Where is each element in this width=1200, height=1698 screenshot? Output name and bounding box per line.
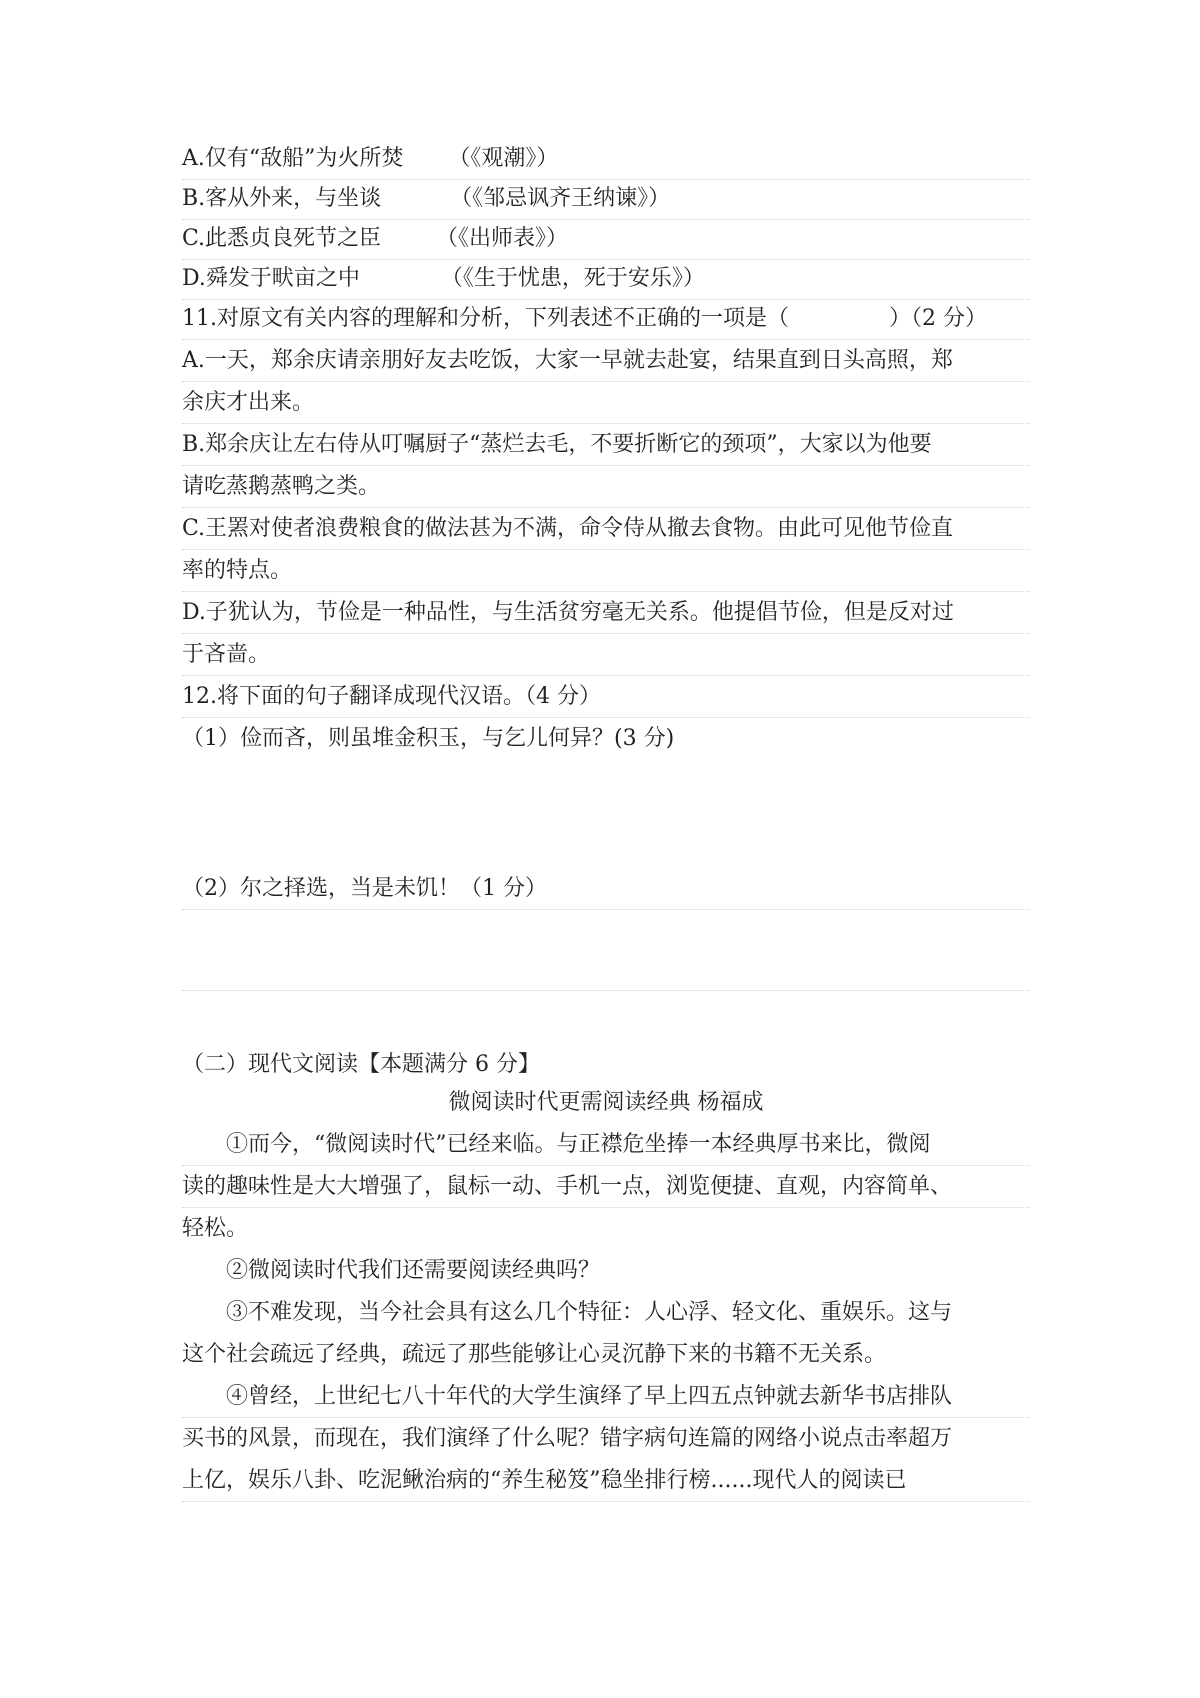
option-source: （《邹忌讽齐王纳谏》）: [450, 186, 671, 211]
q11-option-d-line1: D.子犹认为，节俭是一种品性，与生活贫穷毫无关系。他提倡节俭，但是反对过: [182, 592, 1030, 634]
q11-option-c-line2: 率的特点。: [182, 550, 1030, 592]
paragraph-1-line3: 轻松。: [182, 1216, 249, 1241]
option-text: C.此悉贞良死节之臣: [182, 226, 382, 251]
option-text: D.舜发于畎亩之中: [182, 266, 360, 291]
q10-option-a: [182, 138, 1030, 180]
q12-sub1: （1）俭而吝，则虽堆金积玉，与乞儿何异？(3 分): [182, 726, 675, 751]
q11-score: ）（2 分）: [889, 306, 987, 331]
article-title: 微阅读时代更需阅读经典 杨福成: [448, 1090, 764, 1115]
paragraph-1-line1: ①而今，“微阅读时代”已经来临。与正襟危坐捧一本经典厚书来比，微阅: [182, 1124, 1030, 1166]
paragraph-2: ②微阅读时代我们还需要阅读经典吗？: [226, 1258, 601, 1283]
option-text: A.仅有“敌船”为火所焚: [182, 146, 404, 171]
q11-stem: [182, 298, 1030, 340]
q10-option-c: [182, 218, 1030, 260]
paragraph-4-line1: ④曾经，上世纪七八十年代的大学生演绎了早上四五点钟就去新华书店排队: [182, 1376, 1030, 1418]
q11-option-b-line1: B.郑余庆让左右侍从叮嘱厨子“蒸烂去毛，不要折断它的颈项”，大家以为他要: [182, 424, 1030, 466]
q11-option-c-line1: C.王罴对使者浪费粮食的做法甚为不满，命令侍从撤去食物。由此可见他节俭直: [182, 508, 1030, 550]
answer-line[interactable]: [182, 990, 1030, 991]
option-text: B.客从外来，与坐谈: [182, 186, 382, 211]
paragraph-4-line2: 买书的风景，而现在，我们演绎了什么呢？错字病句连篇的网络小说点击率超万: [182, 1426, 953, 1451]
paragraph-4-line3: 上亿，娱乐八卦、吃泥鳅治病的“养生秘笈”稳坐排行榜......现代人的阅读已: [182, 1460, 1030, 1502]
paragraph-3-line2: 这个社会疏远了经典，疏远了那些能够让心灵沉静下来的书籍不无关系。: [182, 1342, 887, 1367]
option-source: （《生于忧患，死于安乐》）: [440, 266, 705, 291]
q10-option-b: [182, 178, 1030, 220]
q12-sub2: （2）尔之择选，当是未饥！（1 分）: [182, 868, 1030, 910]
option-source: （《出师表》）: [436, 226, 569, 251]
q11-option-d-line2: 于吝啬。: [182, 634, 1030, 676]
q10-option-d: [182, 258, 1030, 300]
q11-option-a-line1: A.一天，郑余庆请亲朋好友去吃饭，大家一早就去赴宴，结果直到日头高照，郑: [182, 340, 1030, 382]
option-source: （《观潮》）: [448, 146, 559, 171]
q11-option-b-line2: 请吃蒸鹅蒸鸭之类。: [182, 466, 1030, 508]
q11-option-a-line2: 余庆才出来。: [182, 382, 1030, 424]
paragraph-3-line1: ③不难发现，当今社会具有这么几个特征：人心浮、轻文化、重娱乐。这与: [226, 1300, 953, 1325]
q11-stem-text: 11.对原文有关内容的理解和分析，下列表述不正确的一项是（: [182, 306, 789, 331]
paragraph-1-line2: 读的趣味性是大大增强了，鼠标一动、手机一点，浏览便捷、直观，内容简单、: [182, 1166, 1030, 1208]
section-heading: （二）现代文阅读【本题满分 6 分】: [182, 1052, 540, 1077]
q12-stem: 12.将下面的句子翻译成现代汉语。（4 分）: [182, 676, 1030, 718]
